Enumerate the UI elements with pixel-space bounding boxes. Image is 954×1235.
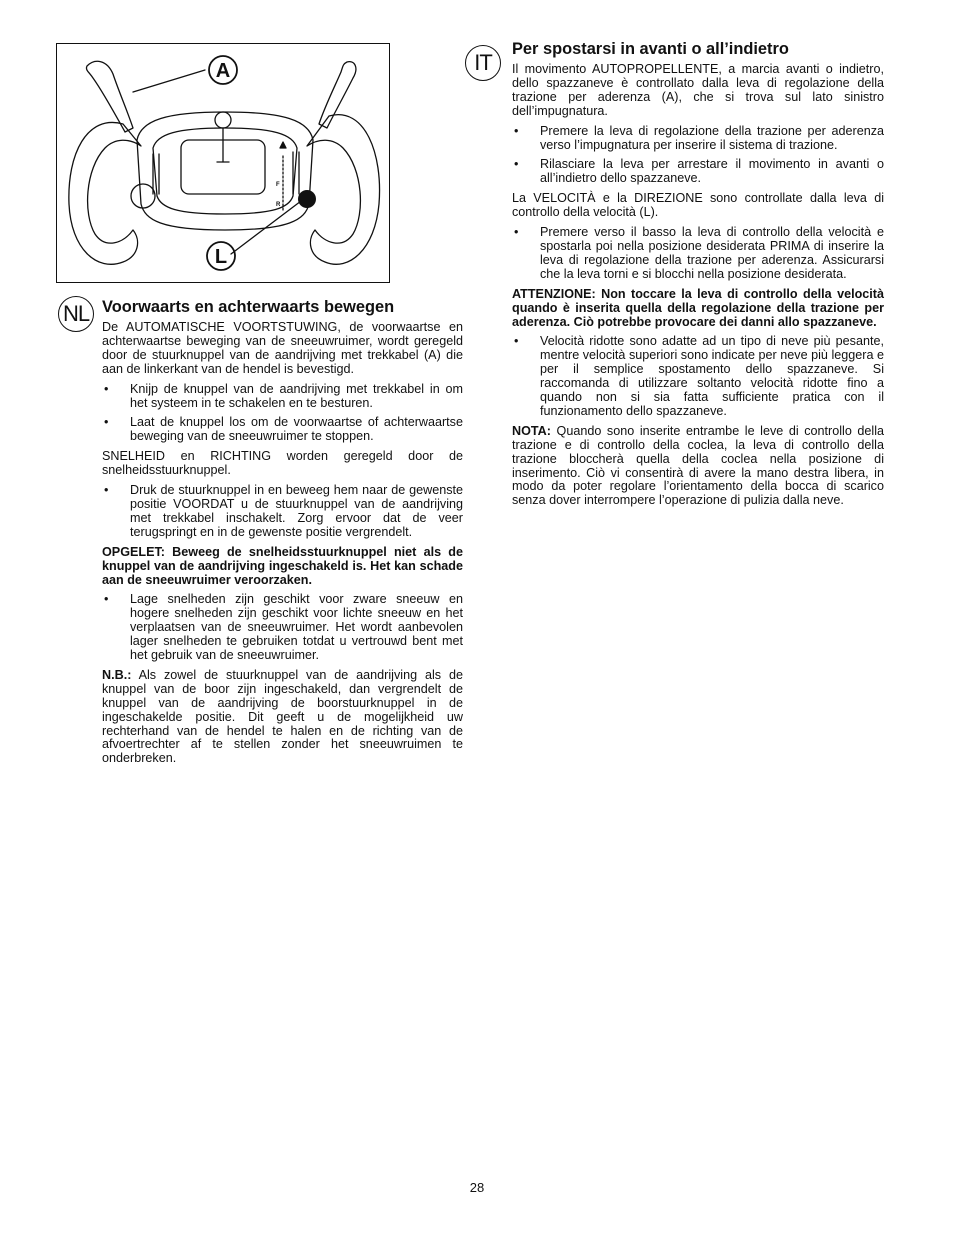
list-item: • Druk de stuurknuppel in en beweeg hem naar de gewenste positie VOORDAT u de stuurknuppel van de aandrijving met trekkabel inschakelt. Zorg ervoor dat de veer terugspringt en in de gewenste positie vergrendelt. (104, 483, 463, 539)
callout-l-label: L (214, 246, 228, 268)
bullet-list (512, 335, 884, 418)
intro-paragraph: De AUTOMATISCHE VOORTSTUWING, de voorwaartse en achterwaartse beweging van de sneeuwruimer, wordt geregeld door de stuurknuppel van de aandrijving met trekkabel (A) die aan de linkerkant van de hendel is bevestigd. (102, 320, 463, 376)
section-title-nl: Voorwaarts en achterwaarts bewegen (102, 298, 395, 316)
list-item: • Velocità ridotte sono adatte ad un tipo di neve più pesante, mentre velocità superiori sono indicate per neve più leggera e per il semplice spostamento dello spazzaneve. Si raccomanda di utilizzare soltanto velocità ridotte fino a quando non si sia fatta sufficiente pratica con il funzionamento dello spazzaneve. (514, 334, 884, 418)
list-item: • Laat de knuppel los om de voorwaartse of achterwaartse beweging van de sneeuwruimer te stoppen. (104, 415, 463, 444)
left-handle-loop (69, 122, 141, 264)
callout-a-label: A (215, 60, 231, 82)
speed-paragraph: SNELHEID en RICHTING worden geregeld door de snelheidsstuurknuppel. (102, 449, 463, 478)
intro-paragraph: Il movimento AUTOPROPELLENTE, a marcia avanti o indietro, dello spazzaneve è controllato dalla leva di regolazione della trazione per aderenza (A), che si trova sul lato sinistro dell’impugnatura. (512, 62, 884, 118)
bullet-list (512, 226, 884, 282)
language-badge-nl: NL (58, 296, 94, 332)
language-badge-it: IT (465, 45, 501, 81)
note-paragraph: NOTA: Quando sono inserite entrambe le leve di controllo della trazione e di controllo della coclea, la leva di controllo della trazione bloccherà quella della coclea nella posizione di inserimento. Ciò vi consentirà di avere la mano destra libera, in modo da poter regolare l’orientamento della bocca di scarico senza dover interrompere l’operazione di pulizia dalla neve. (512, 423, 885, 508)
list-item: • Premere verso il basso la leva di controllo della velocità e spostarla poi nella posizione desiderata PRIMA di inserire la leva di regolazione della trazione per aderenza. Assicurarsi che la leva torni e si blocchi nella posizione desiderata. (514, 225, 884, 281)
list-item: • Lage snelheden zijn geschikt voor zware sneeuw en hogere snelheden zijn geschikt voor lichte sneeuw en het verplaatsen van de sneeuwruimer. Het wordt aanbevolen lager snelheden te gebruiken totdat u vertrouwd bent met het gebruik van de sneeuwruimer. (104, 592, 463, 663)
section-title-it: Per spostarsi in avanti o all’indietro (512, 40, 789, 58)
callout-line-l (231, 198, 305, 254)
handle-controls-figure (56, 43, 390, 283)
reverse-mark: R (276, 202, 281, 208)
traction-lever-drawing (86, 61, 133, 132)
bullet-list (512, 125, 884, 187)
list-item: • Rilasciare la leva per arrestare il movimento in avanti o all’indietro dello spazzaneve. (514, 157, 884, 186)
forward-mark: F (276, 182, 280, 188)
list-item: • Knijp de knuppel van de aandrijving met trekkabel in om het systeem in te schakelen en te besturen. (104, 381, 463, 410)
note-paragraph: N.B.: Als zowel de stuurknuppel van de aandrijving als de knuppel van de boor zijn ingeschakeld, dan vergrendelt de knuppel van de aandrijving de boorstuurknuppel in de ingeschakelde positie. Dit geeft u de mogelijkheid uw rechterhand van de hendel te halen en de richting van de afvoertrechter af te stellen zonder het sneeuwruimen te onderbreken. (102, 667, 463, 766)
auger-lever-drawing (319, 62, 356, 128)
speed-lever-knob (298, 190, 316, 208)
handle-controls-illustration (57, 44, 391, 284)
section-body-it (512, 63, 884, 514)
section-body-nl (102, 321, 463, 772)
bullet-list (102, 484, 463, 540)
right-handle-loop (307, 115, 380, 265)
page-number: 28 (469, 1180, 485, 1195)
list-item: • Premere la leva di regolazione della trazione per aderenza verso l’impugnatura per inserire il sistema di trazione. (514, 123, 884, 152)
bullet-list (102, 593, 463, 663)
speed-paragraph: La VELOCITÀ e la DIREZIONE sono controllate dalla leva di controllo della velocità (L). (512, 191, 884, 220)
note-label: N.B.: (102, 667, 132, 682)
bullet-list (102, 383, 463, 445)
note-label: NOTA: (512, 423, 551, 438)
warning-paragraph: ATTENZIONE: Non toccare la leva di controllo della velocità quando è inserita quella della regolazione della trazione per aderenza. Ciò potrebbe provocare dei danni allo spazzaneve. (512, 286, 884, 329)
warning-paragraph: OPGELET: Beweeg de snelheidsstuurknuppel niet als de knuppel van de aandrijving ingeschakeld is. Het kan schade aan de sneeuwruimer veroorzaken. (102, 544, 463, 587)
callout-line-a (133, 70, 205, 92)
